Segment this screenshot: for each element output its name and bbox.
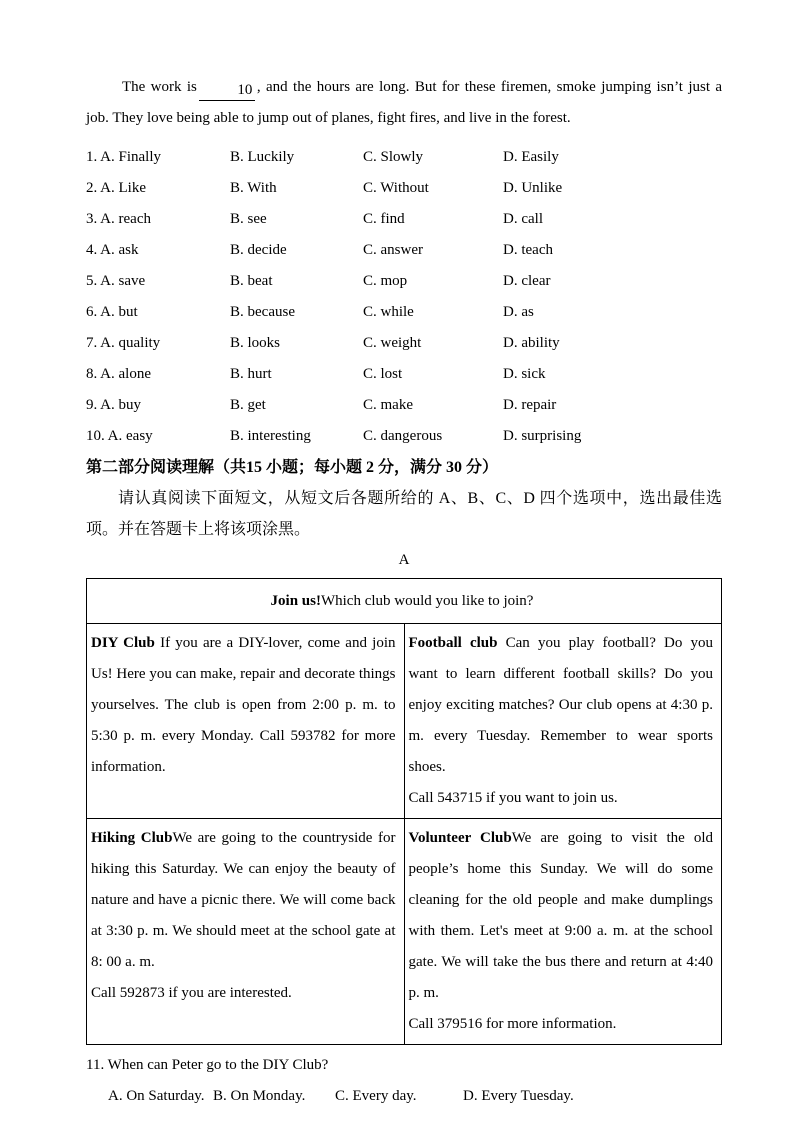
cloze-5-option-b: B. beat — [230, 273, 273, 289]
cloze-1-option-b: B. Luckily — [230, 149, 295, 165]
cloze-8-option-d: D. sick — [503, 366, 546, 382]
cloze-row-5 — [86, 266, 722, 297]
intro-paragraph — [86, 72, 722, 134]
diy-club-cell — [87, 624, 405, 819]
intro-text-before: The work is — [122, 79, 197, 95]
diy-club-paragraph — [91, 628, 396, 783]
table-row — [87, 624, 722, 819]
cloze-3-option-b: B. see — [230, 211, 267, 227]
cloze-options-block — [86, 142, 722, 452]
passage-a-label: A — [398, 552, 410, 568]
cloze-8-option-c: C. lost — [363, 366, 403, 382]
cloze-7-option-c: C. weight — [363, 335, 422, 351]
cloze-9-option-a: 9. A. buy — [86, 397, 142, 413]
cloze-10-option-c: C. dangerous — [363, 428, 443, 444]
cloze-10-option-b: B. interesting — [230, 428, 311, 444]
cloze-1-option-a: 1. A. Finally — [86, 149, 162, 165]
q11-option-b: B. On Monday. — [213, 1088, 306, 1104]
cloze-3-option-c: C. find — [363, 211, 405, 227]
volunteer-club-text: We are going to visit the old people’s home this Sunday. We will do some cleaning for the old people and make dumplings with them. Let's meet at 9:00 a. m. at the school gate. We will take the bus there and return at 4:40 p. m. — [408, 830, 713, 1001]
cloze-6-option-b: B. because — [230, 304, 295, 320]
cloze-7-option-d: D. ability — [503, 335, 560, 351]
cloze-7-option-a: 7. A. quality — [86, 335, 161, 351]
cloze-2-option-a: 2. A. Like — [86, 180, 146, 196]
cloze-4-option-a: 4. A. ask — [86, 242, 139, 258]
cloze-3-option-a: 3. A. reach — [86, 211, 151, 227]
hiking-club-text: We are going to the countryside for hiking this Saturday. We can enjoy the beauty of nature and have a picnic there. We will come back at 3:30 p. m. We should meet at the school gate at 8: 00 a. m. — [91, 830, 396, 970]
cloze-4-option-c: C. answer — [363, 242, 423, 258]
q11-option-a: A. On Saturday. — [108, 1088, 205, 1104]
table-row — [87, 819, 722, 1045]
cloze-10-option-d: D. surprising — [503, 428, 582, 444]
football-club-title: Football club — [408, 635, 498, 651]
cloze-9-option-b: B. get — [230, 397, 266, 413]
question-11-block — [86, 1050, 722, 1112]
table-header-row — [87, 579, 722, 624]
football-club-call-line: Call 543715 if you want to join us. — [408, 790, 618, 806]
cloze-5-option-a: 5. A. save — [86, 273, 146, 289]
cloze-row-2 — [86, 173, 722, 204]
cloze-blank-10: 10 — [199, 80, 255, 101]
cloze-3-option-d: D. call — [503, 211, 543, 227]
cloze-row-3 — [86, 204, 722, 235]
cloze-6-option-a: 6. A. but — [86, 304, 138, 320]
cloze-5-option-d: D. clear — [503, 273, 551, 289]
volunteer-club-cell — [404, 819, 722, 1045]
cloze-9-option-d: D. repair — [503, 397, 557, 413]
cloze-6-option-d: D. as — [503, 304, 534, 320]
cloze-row-10 — [86, 421, 722, 452]
question-11-options — [86, 1081, 722, 1112]
q11-option-d: D. Every Tuesday. — [463, 1088, 574, 1104]
cloze-8-option-b: B. hurt — [230, 366, 272, 382]
volunteer-club-call-line: Call 379516 for more information. — [408, 1016, 617, 1032]
cloze-1-option-c: C. Slowly — [363, 149, 424, 165]
cloze-row-6 — [86, 297, 722, 328]
cloze-8-option-a: 8. A. alone — [86, 366, 151, 382]
intro-text-after: , and the hours are long. But for these firemen, smoke jumping isn’t just a job. They love being able to jump out of planes, fight fires, and live in the forest. — [86, 79, 723, 126]
cloze-row-4 — [86, 235, 722, 266]
hiking-club-paragraph — [91, 823, 396, 978]
cloze-4-option-b: B. decide — [230, 242, 287, 258]
cloze-5-option-c: C. mop — [363, 273, 408, 289]
question-11-text: 11. When can Peter go to the DIY Club? — [86, 1057, 329, 1073]
cloze-6-option-c: C. while — [363, 304, 414, 320]
football-club-text: Can you play football? Do you want to learn different football skills? Do you enjoy exciting matches? Our club opens at 4:30 p. m. every Tuesday. Remember to wear sports shoes. — [408, 635, 713, 775]
football-club-paragraph — [409, 628, 714, 783]
section2-instructions: 请认真阅读下面短文，从短文后各题所给的 A、B、C、D 四个选项中，选出最佳选项。并在答题卡上将该项涂黑。 — [86, 490, 722, 538]
table-header-bold: Join us! — [270, 593, 321, 609]
table-header-rest: Which club would you like to join? — [320, 593, 534, 609]
q11-option-c: C. Every day. — [335, 1088, 417, 1104]
volunteer-club-paragraph — [409, 823, 714, 1009]
cloze-1-option-d: D. Easily — [503, 149, 559, 165]
diy-club-text: If you are a DIY-lover, come and join Us! Here you can make, repair and decorate things yourselves. The club is open from 2:00 p. m. to 5:30 p. m. every Monday. Call 593782 for more information. — [91, 635, 396, 775]
cloze-row-9 — [86, 390, 722, 421]
diy-club-title: DIY Club — [91, 635, 155, 651]
cloze-2-option-c: C. Without — [363, 180, 429, 196]
hiking-club-cell — [87, 819, 405, 1045]
hiking-club-call-line: Call 592873 if you are interested. — [91, 985, 292, 1001]
table-header-cell — [87, 579, 722, 624]
volunteer-club-title: Volunteer Club — [408, 830, 512, 846]
cloze-row-8 — [86, 359, 722, 390]
cloze-10-option-a: 10. A. easy — [86, 428, 153, 444]
cloze-4-option-d: D. teach — [503, 242, 553, 258]
cloze-row-1 — [86, 142, 722, 173]
hiking-club-title: Hiking Club — [91, 830, 173, 846]
cloze-7-option-b: B. looks — [230, 335, 281, 351]
football-club-cell — [404, 624, 722, 819]
section2-heading: 第二部分阅读理解（共15 小题；每小题 2 分，满分 30 分） — [86, 459, 499, 476]
cloze-2-option-d: D. Unlike — [503, 180, 563, 196]
cloze-row-7 — [86, 328, 722, 359]
club-info-table — [86, 578, 722, 1045]
cloze-9-option-c: C. make — [363, 397, 413, 413]
cloze-2-option-b: B. With — [230, 180, 277, 196]
